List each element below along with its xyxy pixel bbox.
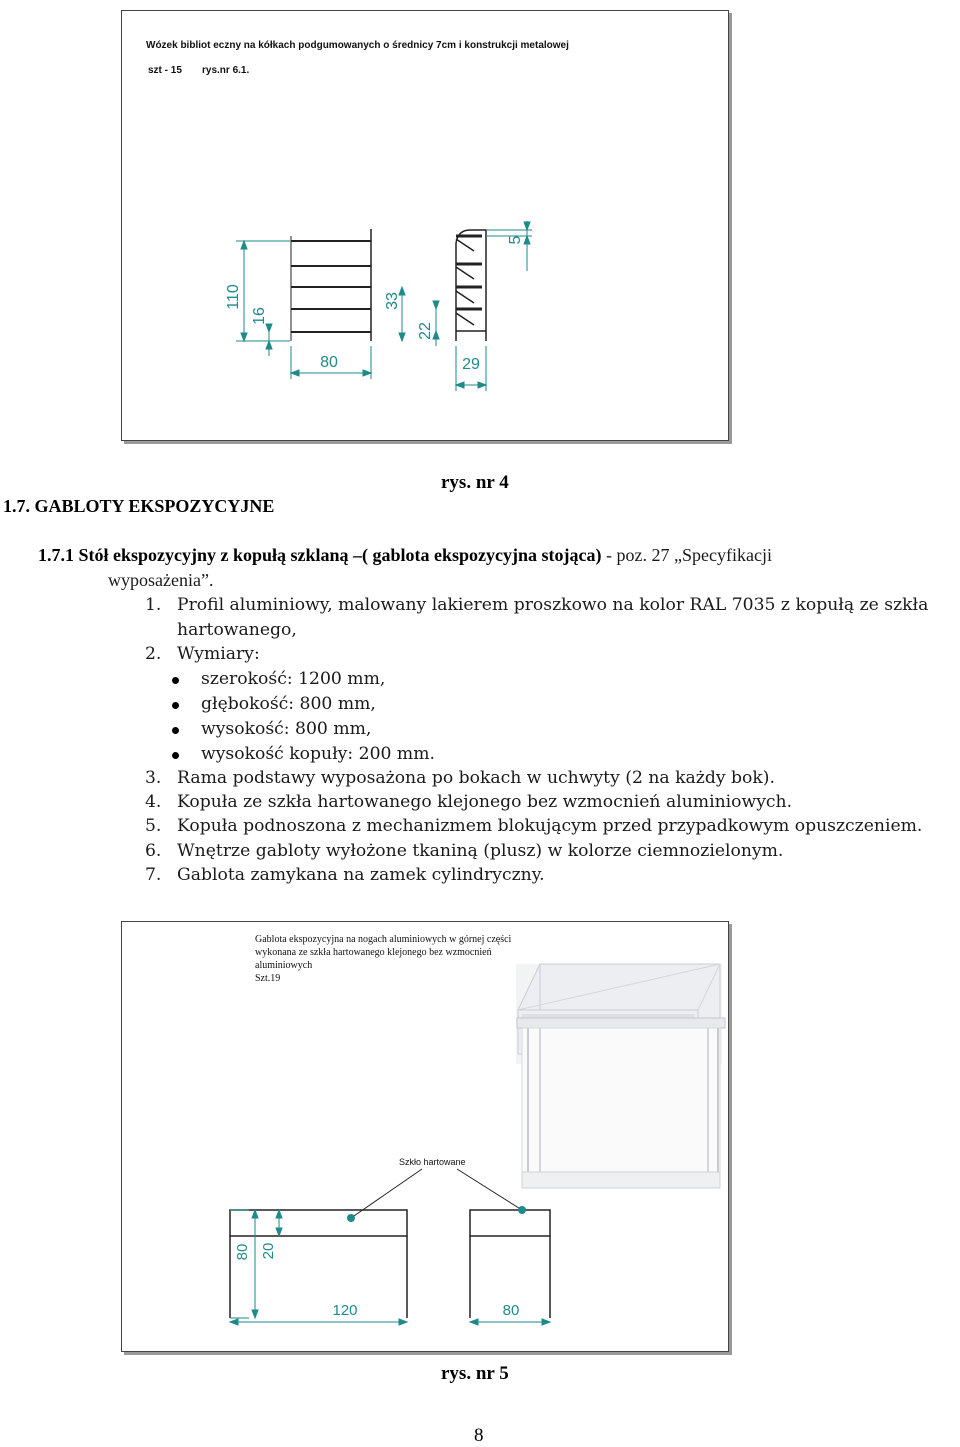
figure1-caption-line1: Wózek bibliot eczny na kółkach podgumowanych o średnicy 7cm i konstrukcji metalowej <box>146 40 569 51</box>
list-text-6: Wnętrze gabloty wyłożone tkaniną (plusz) w kolorze ciemnozielonym. <box>177 841 784 861</box>
list-num-6: 6. <box>145 841 162 861</box>
figure1-caption-ref: rys.nr 6.1. <box>202 65 250 76</box>
figure2-caption-line3: aluminiowych <box>255 960 313 971</box>
dim-110: 110 <box>225 284 242 310</box>
item-heading-line2: wyposażenia”. <box>108 570 214 590</box>
list-num-3: 3. <box>145 768 162 788</box>
bullet-2 <box>172 702 179 709</box>
list-text-2: Wymiary: <box>177 644 260 664</box>
list-text-5: Kopuła podnoszona z mechanizmem blokującym przed przypadkowym opuszczeniem. <box>177 816 923 836</box>
dim-bullet-4: wysokość kopuły: 200 mm. <box>201 744 435 764</box>
dim-29: 29 <box>462 356 480 373</box>
dim-80: 80 <box>320 354 338 371</box>
cart-technical-drawing <box>122 11 728 440</box>
figure-display-case-drawing <box>121 921 729 1352</box>
glass-label: Szkło hartowane <box>399 1157 466 1167</box>
list-num-7: 7. <box>145 865 162 885</box>
list-text-1-cont: hartowanego, <box>177 620 297 640</box>
dim-bullet-2: głębokość: 800 mm, <box>201 694 376 714</box>
dim-22: 22 <box>417 322 434 340</box>
page-number: 8 <box>474 1425 484 1446</box>
list-num-4: 4. <box>145 792 162 812</box>
dim-33: 33 <box>384 292 401 310</box>
dim-5: 5 <box>507 235 524 245</box>
list-num-5: 5. <box>145 816 162 836</box>
bullet-1 <box>172 677 179 684</box>
bullet-3 <box>172 727 179 734</box>
dim-bullet-1: szerokość: 1200 mm, <box>201 669 386 689</box>
figure2-label: rys. nr 5 <box>441 1363 509 1384</box>
bullet-4 <box>172 752 179 759</box>
list-text-3: Rama podstawy wyposażona po bokach w uchwyty (2 na każdy bok). <box>177 768 775 788</box>
figure-cart-drawing <box>121 10 729 441</box>
list-text-1: Profil aluminiowy, malowany lakierem proszkowo na kolor RAL 7035 z kopułą ze szkła <box>177 595 929 615</box>
dim2-80: 80 <box>234 1243 251 1261</box>
display-case-photo <box>516 964 725 1188</box>
dim-bullet-3: wysokość: 800 mm, <box>201 719 372 739</box>
figure2-caption-line1: Gablota ekspozycyjna na nogach aluminiowych w górnej części <box>255 934 512 945</box>
dim2-20: 20 <box>260 1242 277 1260</box>
list-num-1: 1. <box>145 595 162 615</box>
display-case-drawing <box>122 922 728 1351</box>
figure1-caption-qty: szt - 15 <box>148 65 182 76</box>
figure2-caption-line4: Szt.19 <box>255 973 281 984</box>
section-title: 1.7. GABLOTY EKSPOZYCYJNE <box>3 496 275 516</box>
list-text-4: Kopuła ze szkła hartowanego klejonego bez wzmocnień aluminiowych. <box>177 792 793 812</box>
dim2-120: 120 <box>332 1302 358 1319</box>
item-heading <box>38 545 772 566</box>
figure1-label: rys. nr 4 <box>441 472 509 493</box>
dim2-80b: 80 <box>502 1302 520 1319</box>
list-text-7: Gablota zamykana na zamek cylindryczny. <box>177 865 545 885</box>
item-heading-bold: 1.7.1 Stół ekspozycyjny z kopułą szklaną –( gablota ekspozycyjna stojąca) <box>38 545 602 565</box>
list-num-2: 2. <box>145 644 162 664</box>
item-heading-rest: - poz. 27 „Specyfikacji <box>601 545 772 565</box>
figure2-caption-line2: wykonana ze szkła hartowanego klejonego bez wzmocnień <box>255 947 492 958</box>
dim-16: 16 <box>251 307 268 325</box>
